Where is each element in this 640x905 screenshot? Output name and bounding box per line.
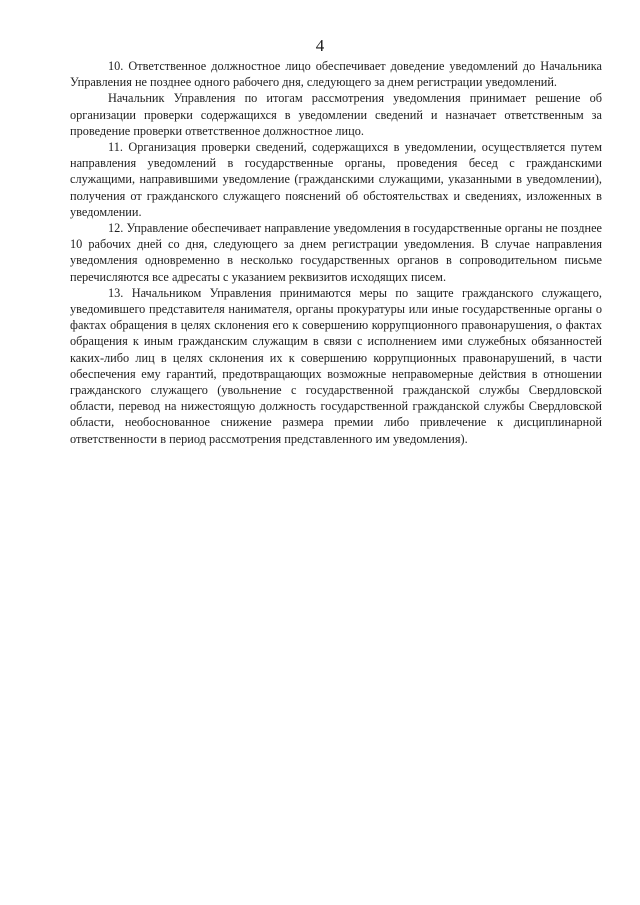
paragraph-10-decision: Начальник Управления по итогам рассмотрения уведомления принимает решение об организации проверки содержащихся в уведомлении сведений и назначает ответственным за проведение проверки ответственное должностное лицо. <box>70 91 602 138</box>
page-number: 4 <box>315 36 325 55</box>
paragraph-13: 13. Начальником Управления принимаются меры по защите гражданского служащего, уведомившего представителя нанимателя, органы прокуратуры или иные государственные органы о фактах обращения в целях склонения его к совершению коррупционного правонарушения, о фактах обращения к иным гражданским служащим в связи с исполнением ими служебных обязанностей каких-либо лиц в целях склонения их к совершению коррупционных правонарушений, в части обеспечения ему гарантий, предотвращающих возможные неправомерные действия в отношении гражданского служащего (увольнение с государственной гражданской службы Свердловской области, перевод на нижестоящую должность государственной гражданской службы Свердловской области, необоснованное снижение размера премии либо привлечение к дисциплинарной ответственности в период рассмотрения представленного им уведомления). <box>70 285 602 446</box>
paragraph-11: 11. Организация проверки сведений, содержащихся в уведомлении, осуществляется путем направления уведомлений в государственные органы, проведения бесед с гражданскими служащими, направившими уведомление (гражданскими служащими, указанными в уведомлении), получения от гражданского служащего пояснений об обстоятельствах и сведениях, изложенных в уведомлении. <box>70 140 602 219</box>
paragraph-10: 10. Ответственное должностное лицо обеспечивает доведение уведомлений до Начальника Управления не позднее одного рабочего дня, следующего за днем регистрации уведомлений. <box>70 59 602 90</box>
document-body <box>70 58 602 447</box>
paragraph-12: 12. Управление обеспечивает направление уведомления в государственные органы не позднее 10 рабочих дней со дня, следующего за днем регистрации уведомления. В случае направления уведомления одновременно в несколько государственных органов в сопроводительном письме перечисляются все адресаты с указанием реквизитов исходящих писем. <box>70 221 602 284</box>
